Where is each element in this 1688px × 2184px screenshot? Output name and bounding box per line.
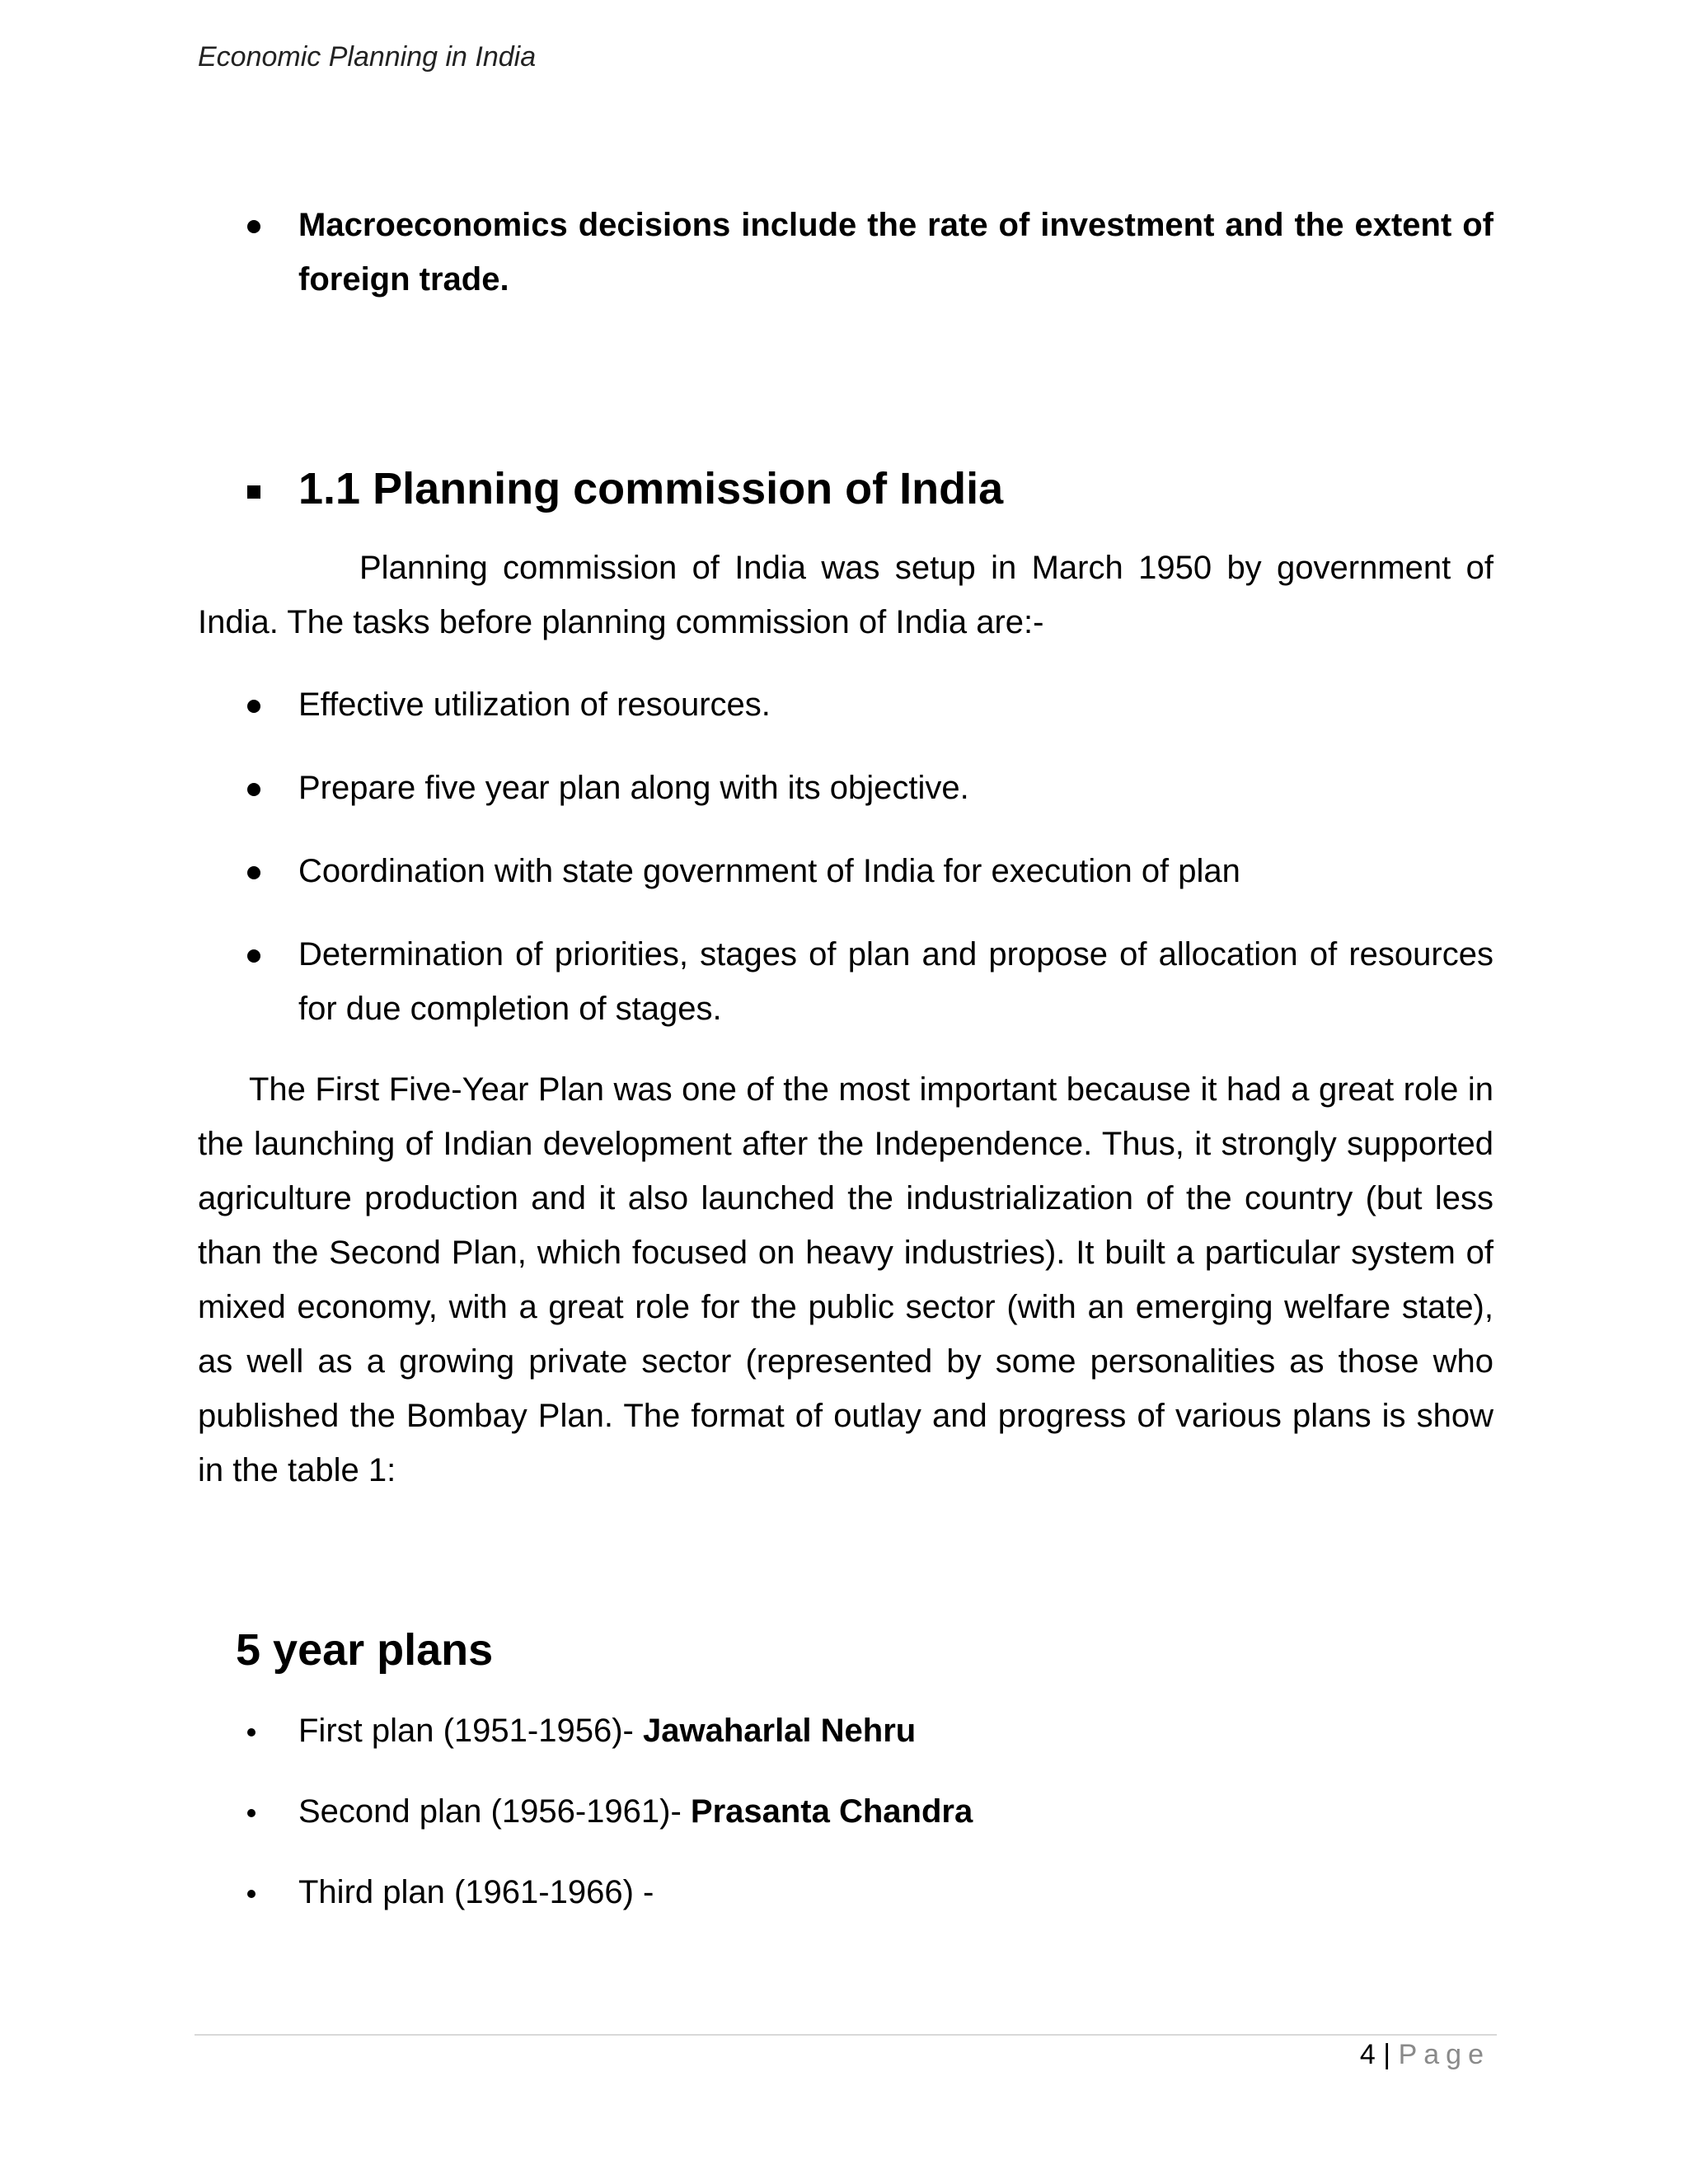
- list-item: Third plan (1961-1966) -: [198, 1865, 1493, 1919]
- macro-bullet-text: Macroeconomics decisions include the rate of investment and the extent of foreign trade.: [298, 207, 1493, 298]
- list-item: Effective utilization of resources.: [198, 677, 1493, 732]
- page-content: [198, 198, 1493, 1919]
- bullet-icon: [247, 1865, 280, 1919]
- section-heading: [198, 460, 1493, 518]
- bullet-icon: [247, 1784, 280, 1839]
- square-bullet-icon: [247, 460, 280, 518]
- bullet-icon: [247, 198, 280, 252]
- tasks-list: [198, 677, 1493, 1036]
- first-plan-paragraph: The First Five-Year Plan was one of the most important because it had a great role in the launching of Indian development after the Independence. Thus, it strongly supported agriculture production and it also launched the industrialization of the country (but less than the Second Plan, which focused on heavy industries). It built a particular system of mixed economy, with a great role for the public sector (with an emerging welfare state), as well as a growing private sector (represented by some personalities as those who published the Bombay Plan. The format of outlay and progress of various plans is show in the table 1:: [198, 1071, 1493, 1488]
- section-intro: Planning commission of India was setup in March 1950 by government of India. The tasks before planning commission of India are:-: [198, 550, 1493, 640]
- page-number: 4: [1359, 2039, 1376, 2070]
- footer-divider: [195, 2034, 1497, 2036]
- list-item: Determination of priorities, stages of plan and propose of allocation of resources for due completion of stages.: [198, 927, 1493, 1036]
- running-header: Economic Planning in India: [198, 41, 537, 73]
- list-item: First plan (1951-1956)- Jawaharlal Nehru: [198, 1704, 1493, 1758]
- bullet-icon: [247, 927, 280, 982]
- bullet-icon: [247, 1704, 280, 1758]
- bullet-icon: [247, 677, 280, 732]
- plans-heading: 5 year plans: [236, 1625, 494, 1675]
- macro-bullet: [198, 198, 1493, 307]
- plan-person: Jawaharlal Nehru: [642, 1713, 917, 1749]
- bullet-icon: [247, 761, 280, 815]
- plan-person: Prasanta Chandra: [690, 1793, 973, 1830]
- bullet-icon: [247, 844, 280, 898]
- plans-list: [198, 1704, 1493, 1919]
- section-title: 1.1 Planning commission of India: [298, 464, 1004, 513]
- page-label: Page: [1398, 2039, 1490, 2070]
- list-item: Coordination with state government of India for execution of plan: [198, 844, 1493, 898]
- page-separator: |: [1383, 2039, 1391, 2070]
- page-footer: [1360, 2039, 1490, 2071]
- list-item: Second plan (1956-1961)- Prasanta Chandra: [198, 1784, 1493, 1839]
- list-item: Prepare five year plan along with its objective.: [198, 761, 1493, 815]
